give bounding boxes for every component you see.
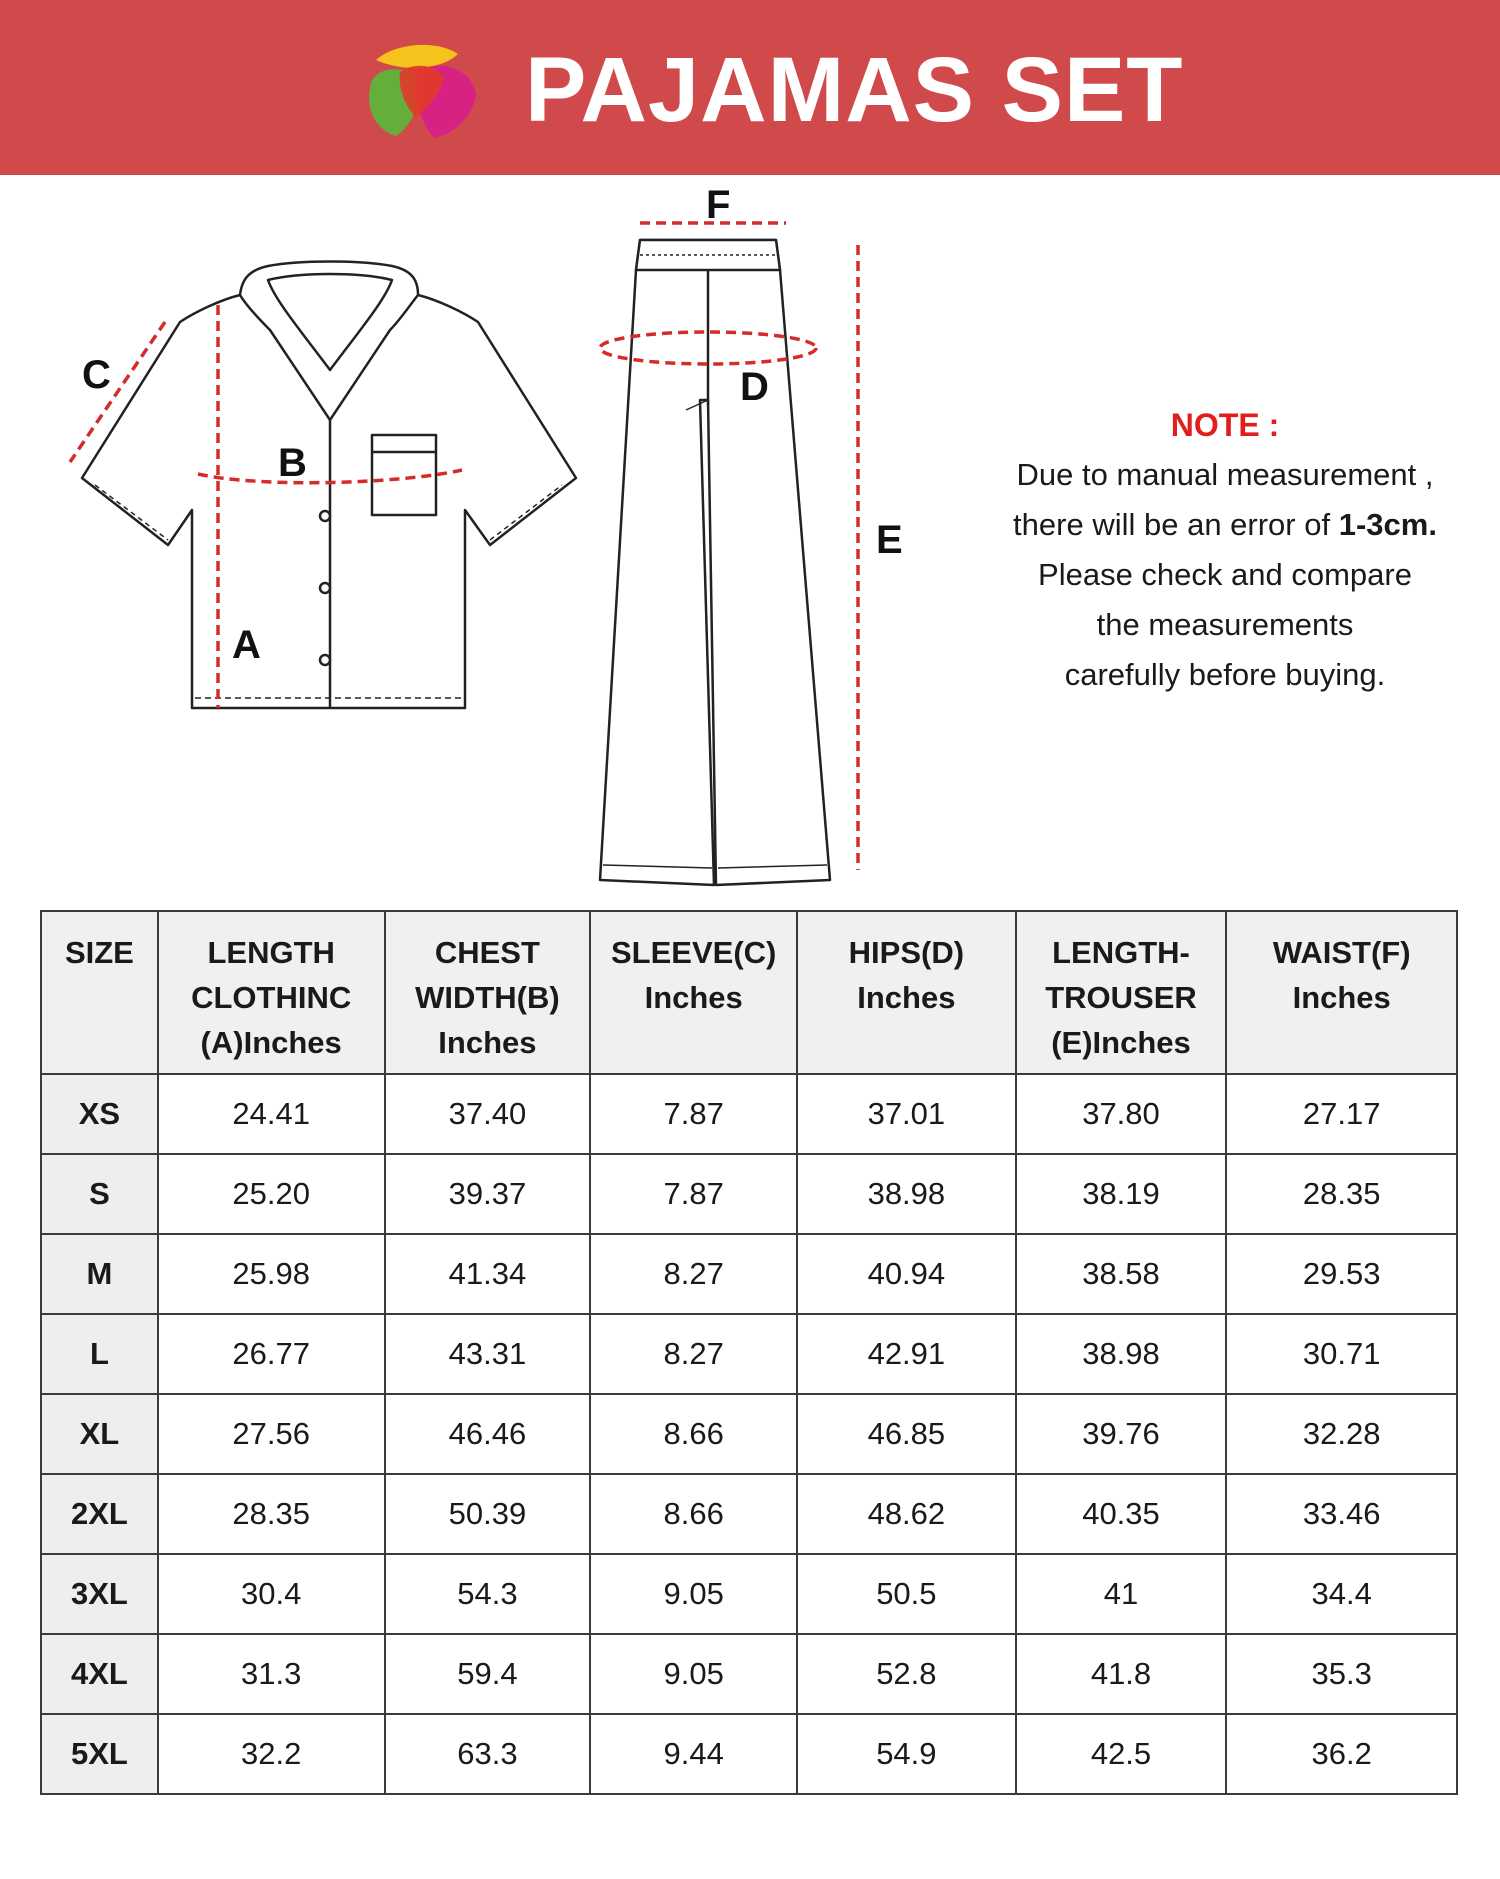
cell-length-clothing: 31.3 <box>158 1634 385 1714</box>
cell-hips: 46.85 <box>797 1394 1016 1474</box>
table-row <box>41 1314 1457 1394</box>
cell-length-clothing: 28.35 <box>158 1474 385 1554</box>
size-cell: M <box>41 1234 158 1314</box>
cell-waist: 29.53 <box>1226 1234 1457 1314</box>
cell-length-trouser: 38.19 <box>1016 1154 1227 1234</box>
header-text-line: CLOTHINC <box>191 980 352 1015</box>
cell-sleeve: 8.27 <box>590 1234 797 1314</box>
label-e: E <box>876 518 903 562</box>
note-line-4: the measurements <box>1096 607 1354 642</box>
header-text-line: HIPS(D) <box>848 935 965 970</box>
header-text-line: LENGTH <box>207 935 335 970</box>
cell-length-clothing: 25.98 <box>158 1234 385 1314</box>
table-row <box>41 1554 1457 1634</box>
header-length-trouser <box>1016 911 1227 1074</box>
cell-length-clothing: 26.77 <box>158 1314 385 1394</box>
note-line-5: carefully before buying. <box>1064 657 1386 692</box>
shirt-outline <box>82 262 576 709</box>
cell-waist: 32.28 <box>1226 1394 1457 1474</box>
header-text-line: Inches <box>1292 980 1391 1015</box>
cell-length-trouser: 41 <box>1016 1554 1227 1634</box>
header-text-line: CHEST <box>434 935 540 970</box>
header-text-line: Inches <box>644 980 743 1015</box>
cell-chest-width: 39.37 <box>385 1154 591 1234</box>
header-length-clothing <box>158 911 385 1074</box>
cell-chest-width: 37.40 <box>385 1074 591 1154</box>
note-heading: NOTE : <box>1170 407 1280 443</box>
header-hips <box>797 911 1016 1074</box>
cell-sleeve: 9.05 <box>590 1554 797 1634</box>
cell-chest-width: 46.46 <box>385 1394 591 1474</box>
header-text-line: WIDTH(B) <box>415 980 560 1015</box>
cell-hips: 52.8 <box>797 1634 1016 1714</box>
note-line-2-text: there will be an error of <box>1013 507 1339 542</box>
cell-sleeve: 9.44 <box>590 1714 797 1794</box>
size-cell: 2XL <box>41 1474 158 1554</box>
cell-length-clothing: 27.56 <box>158 1394 385 1474</box>
note-error-range: 1-3cm. <box>1338 507 1437 542</box>
cell-hips: 40.94 <box>797 1234 1016 1314</box>
label-b: B <box>278 441 307 485</box>
cell-length-trouser: 38.58 <box>1016 1234 1227 1314</box>
cell-sleeve: 8.27 <box>590 1314 797 1394</box>
cell-hips: 37.01 <box>797 1074 1016 1154</box>
cell-hips: 42.91 <box>797 1314 1016 1394</box>
header-text-line: LENGTH- <box>1052 935 1190 970</box>
table-header-row <box>41 911 1457 1074</box>
cell-waist: 36.2 <box>1226 1714 1457 1794</box>
cell-length-trouser: 41.8 <box>1016 1634 1227 1714</box>
cell-waist: 35.3 <box>1226 1634 1457 1714</box>
table-row <box>41 1714 1457 1794</box>
cell-waist: 27.17 <box>1226 1074 1457 1154</box>
cell-length-clothing: 32.2 <box>158 1714 385 1794</box>
size-cell: 5XL <box>41 1714 158 1794</box>
header-text-line: (E)Inches <box>1051 1025 1191 1060</box>
note-line-3: Please check and compare <box>1038 557 1412 592</box>
tricolor-logo-icon <box>362 38 482 138</box>
cell-waist: 28.35 <box>1226 1154 1457 1234</box>
cell-sleeve: 7.87 <box>590 1074 797 1154</box>
cell-sleeve: 8.66 <box>590 1394 797 1474</box>
size-cell: 3XL <box>41 1554 158 1634</box>
cell-length-trouser: 42.5 <box>1016 1714 1227 1794</box>
cell-length-trouser: 39.76 <box>1016 1394 1227 1474</box>
cell-length-clothing: 30.4 <box>158 1554 385 1634</box>
note-line-1: Due to manual measurement , <box>1016 457 1434 492</box>
table-row <box>41 1634 1457 1714</box>
header-text-line: SLEEVE(C) <box>611 935 777 970</box>
cell-waist: 33.46 <box>1226 1474 1457 1554</box>
table-row <box>41 1234 1457 1314</box>
header-text-line: Inches <box>438 1025 537 1060</box>
size-cell: XL <box>41 1394 158 1474</box>
header-banner <box>0 0 1500 175</box>
cell-hips: 38.98 <box>797 1154 1016 1234</box>
cell-length-trouser: 40.35 <box>1016 1474 1227 1554</box>
header-text-line: SIZE <box>64 935 134 970</box>
cell-waist: 30.71 <box>1226 1314 1457 1394</box>
label-f: F <box>706 183 731 227</box>
cell-sleeve: 7.87 <box>590 1154 797 1234</box>
note-box <box>960 400 1490 700</box>
header-text-line: WAIST(F) <box>1272 935 1411 970</box>
note-line-2 <box>960 500 1490 550</box>
cell-length-clothing: 24.41 <box>158 1074 385 1154</box>
cell-chest-width: 59.4 <box>385 1634 591 1714</box>
size-cell: L <box>41 1314 158 1394</box>
cell-hips: 48.62 <box>797 1474 1016 1554</box>
cell-chest-width: 43.31 <box>385 1314 591 1394</box>
cell-chest-width: 54.3 <box>385 1554 591 1634</box>
header-sleeve <box>590 911 797 1074</box>
cell-sleeve: 8.66 <box>590 1474 797 1554</box>
size-table <box>40 910 1458 1795</box>
cell-length-trouser: 38.98 <box>1016 1314 1227 1394</box>
cell-chest-width: 41.34 <box>385 1234 591 1314</box>
table-row <box>41 1394 1457 1474</box>
label-c: C <box>82 353 111 397</box>
cell-waist: 34.4 <box>1226 1554 1457 1634</box>
size-cell: XS <box>41 1074 158 1154</box>
table-body <box>41 1074 1457 1794</box>
label-d: D <box>740 365 769 409</box>
cell-length-clothing: 25.20 <box>158 1154 385 1234</box>
cell-hips: 50.5 <box>797 1554 1016 1634</box>
label-a: A <box>232 623 261 667</box>
table-row <box>41 1154 1457 1234</box>
header-text-line: Inches <box>857 980 956 1015</box>
table-row <box>41 1074 1457 1154</box>
header-size <box>41 911 158 1074</box>
size-cell: S <box>41 1154 158 1234</box>
header-chest-width <box>385 911 591 1074</box>
header-text-line: TROUSER <box>1045 980 1197 1015</box>
header-waist <box>1226 911 1457 1074</box>
page-title: PAJAMAS SET <box>525 39 1184 141</box>
cell-sleeve: 9.05 <box>590 1634 797 1714</box>
cell-hips: 54.9 <box>797 1714 1016 1794</box>
cell-chest-width: 63.3 <box>385 1714 591 1794</box>
cell-length-trouser: 37.80 <box>1016 1074 1227 1154</box>
size-cell: 4XL <box>41 1634 158 1714</box>
table-row <box>41 1474 1457 1554</box>
cell-chest-width: 50.39 <box>385 1474 591 1554</box>
header-text-line: (A)Inches <box>200 1025 342 1060</box>
